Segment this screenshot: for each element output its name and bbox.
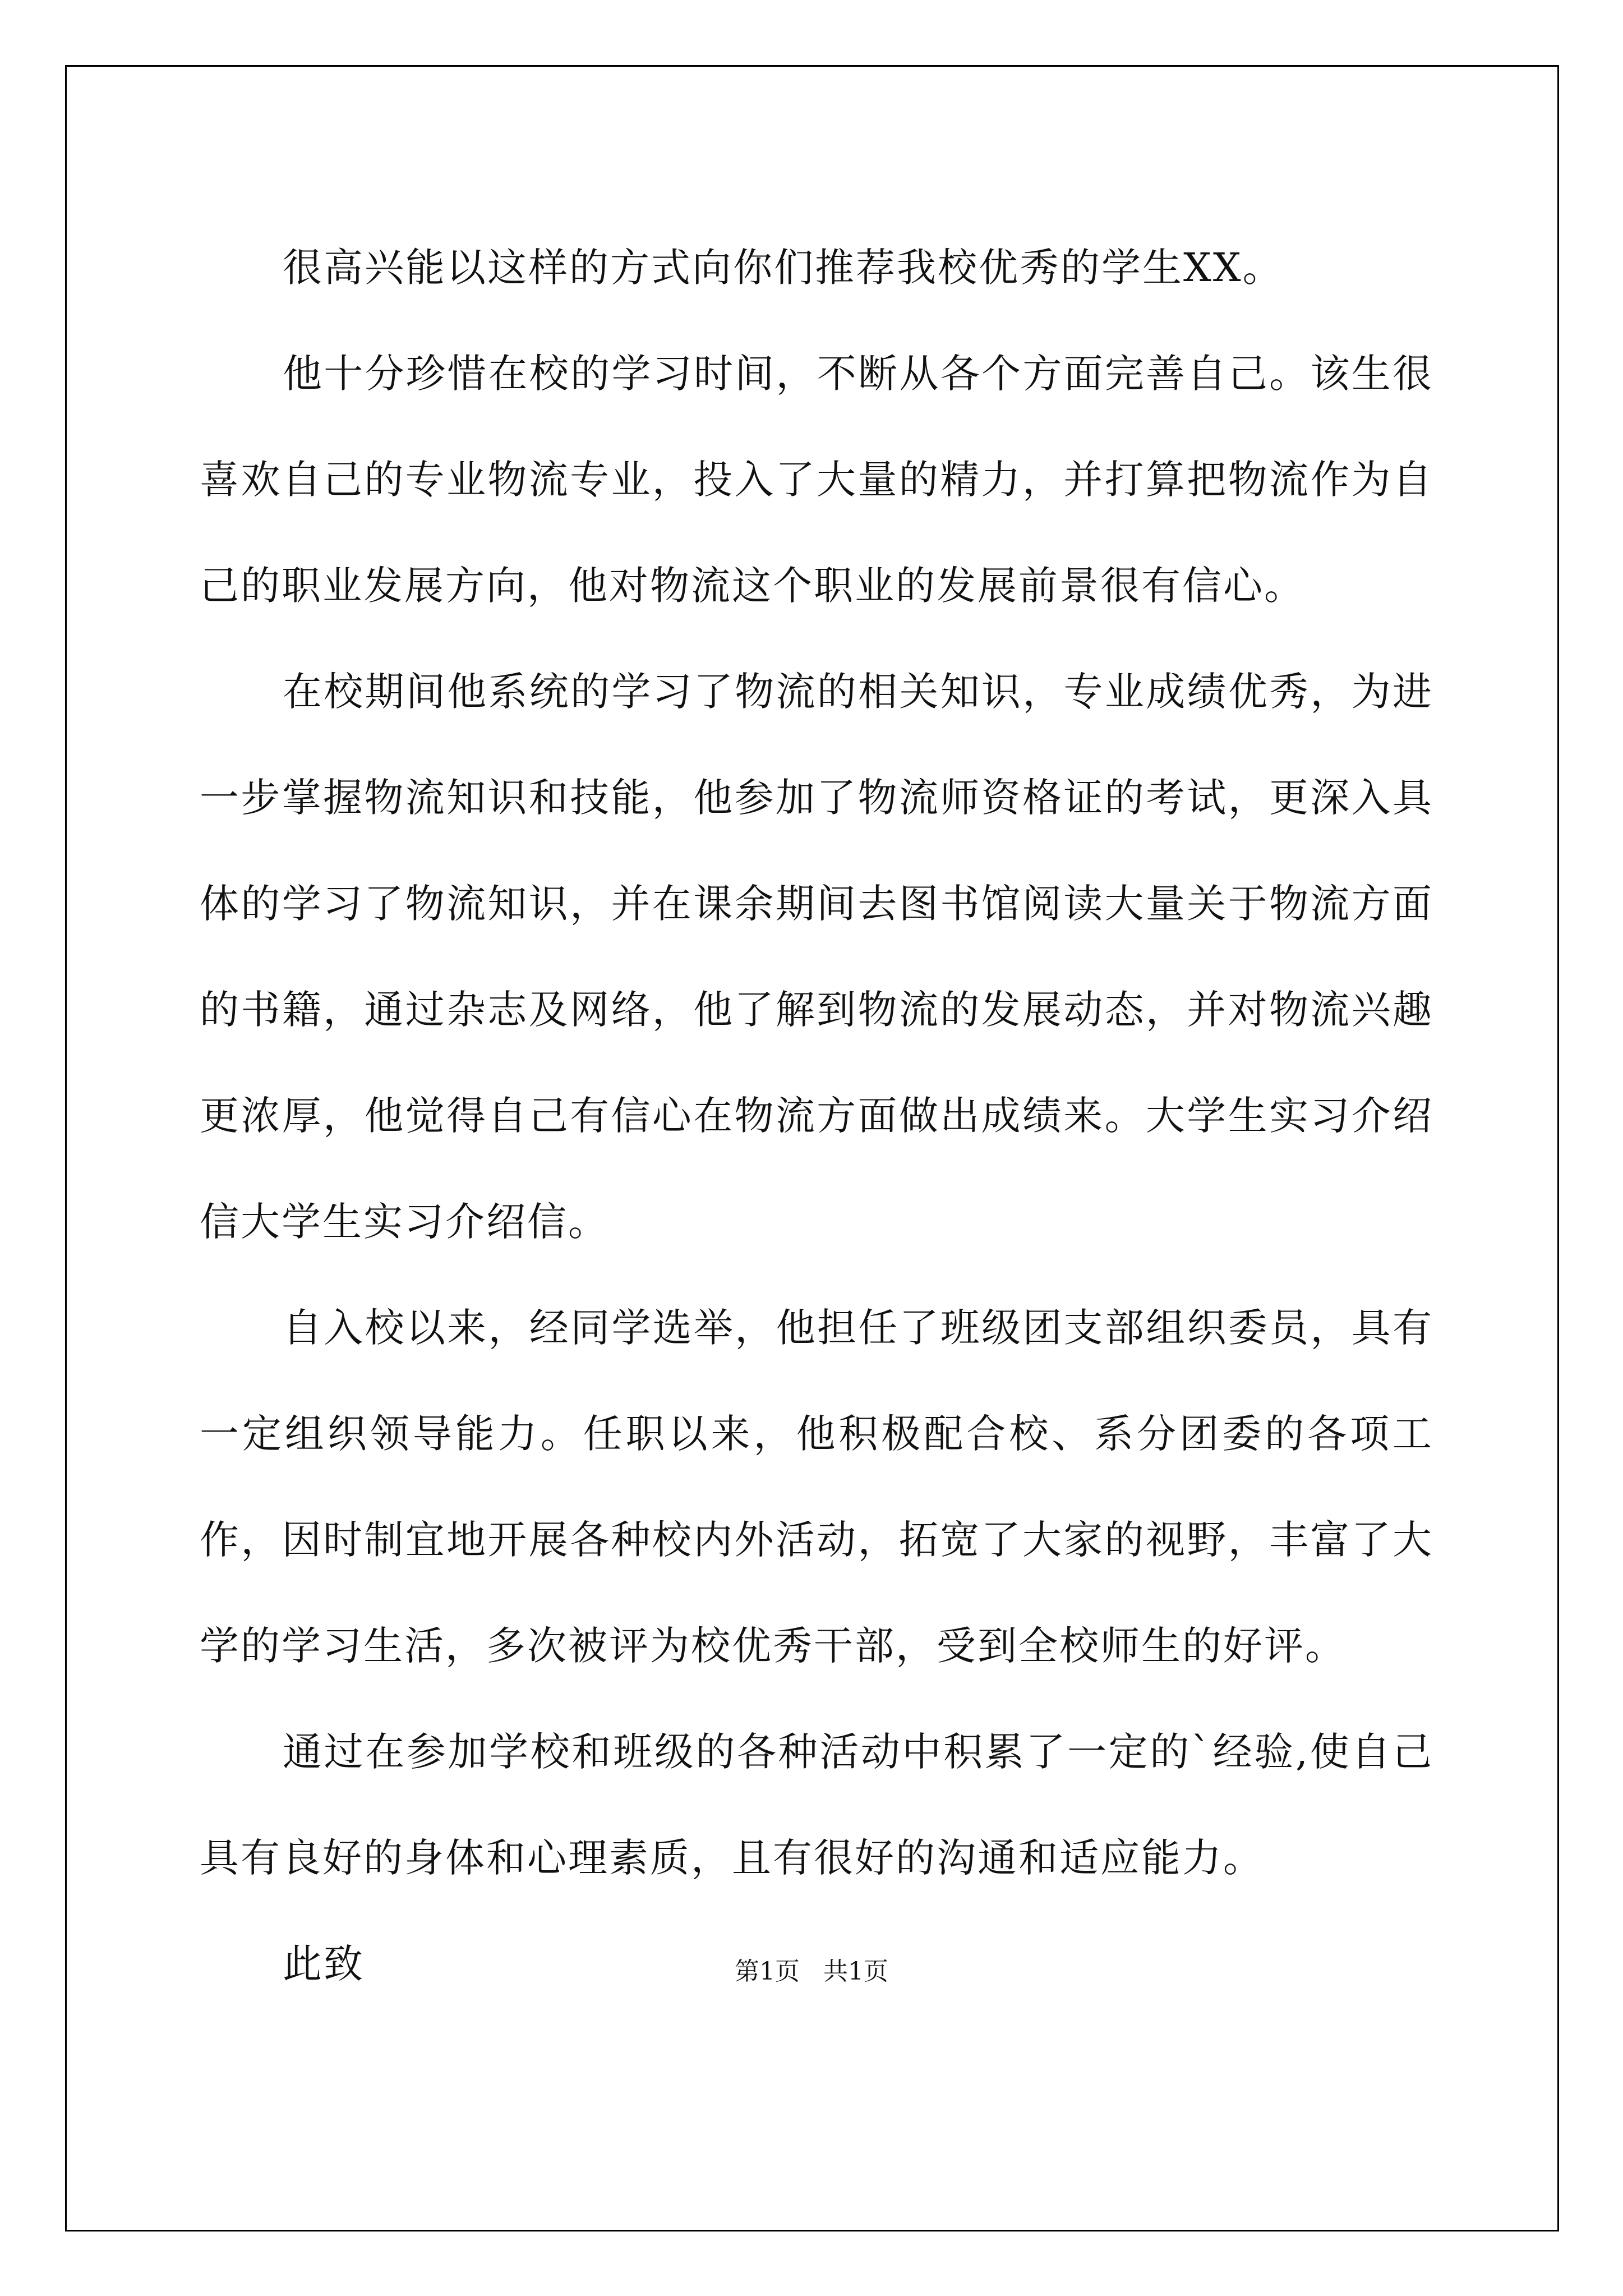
paragraph-closing: 此致 <box>283 1941 365 1987</box>
paragraph-leadership: 自入校以来，经同学选举，他担任了班级团支部组织委员，具有一定组织领导能力。任职以来，他积极配合校、系分团委的各项工作，因时制宜地开展各种校内外活动，拓宽了大家的视野，丰富了大学的学习生活，多次被评为校优秀干部，受到全校师生的好评。 <box>200 1305 1433 1669</box>
page-number: 第1页 <box>735 1957 800 1986</box>
letter-body <box>200 215 1433 2017</box>
page-total: 共1页 <box>823 1957 888 1986</box>
paragraph-study: 他十分珍惜在校的学习时间，不断从各个方面完善自己。该生很喜欢自己的专业物流专业，投入了大量的精力，并打算把物流作为自己的职业发展方向，他对物流这个职业的发展前景很有信心。 <box>200 351 1433 609</box>
paragraph-intro: 很高兴能以这样的方式向你们推荐我校优秀的学生XX。 <box>283 245 1284 291</box>
paragraph-knowledge: 在校期间他系统的学习了物流的相关知识，专业成绩优秀，为进一步掌握物流知识和技能，他参加了物流师资格证的考试，更深入具体的学习了物流知识，并在课余期间去图书馆阅读大量关于物流方面的书籍，通过杂志及网络，他了解到物流的发展动态，并对物流兴趣更浓厚，他觉得自己有信心在物流方面做出成绩来。大学生实习介绍信大学生实习介绍信。 <box>200 669 1433 1245</box>
paragraph-experience: 通过在参加学校和班级的各种活动中积累了一定的`经验,使自己具有良好的身体和心理素质，且有很好的沟通和适应能力。 <box>200 1729 1433 1881</box>
page-footer <box>0 1951 1623 1987</box>
